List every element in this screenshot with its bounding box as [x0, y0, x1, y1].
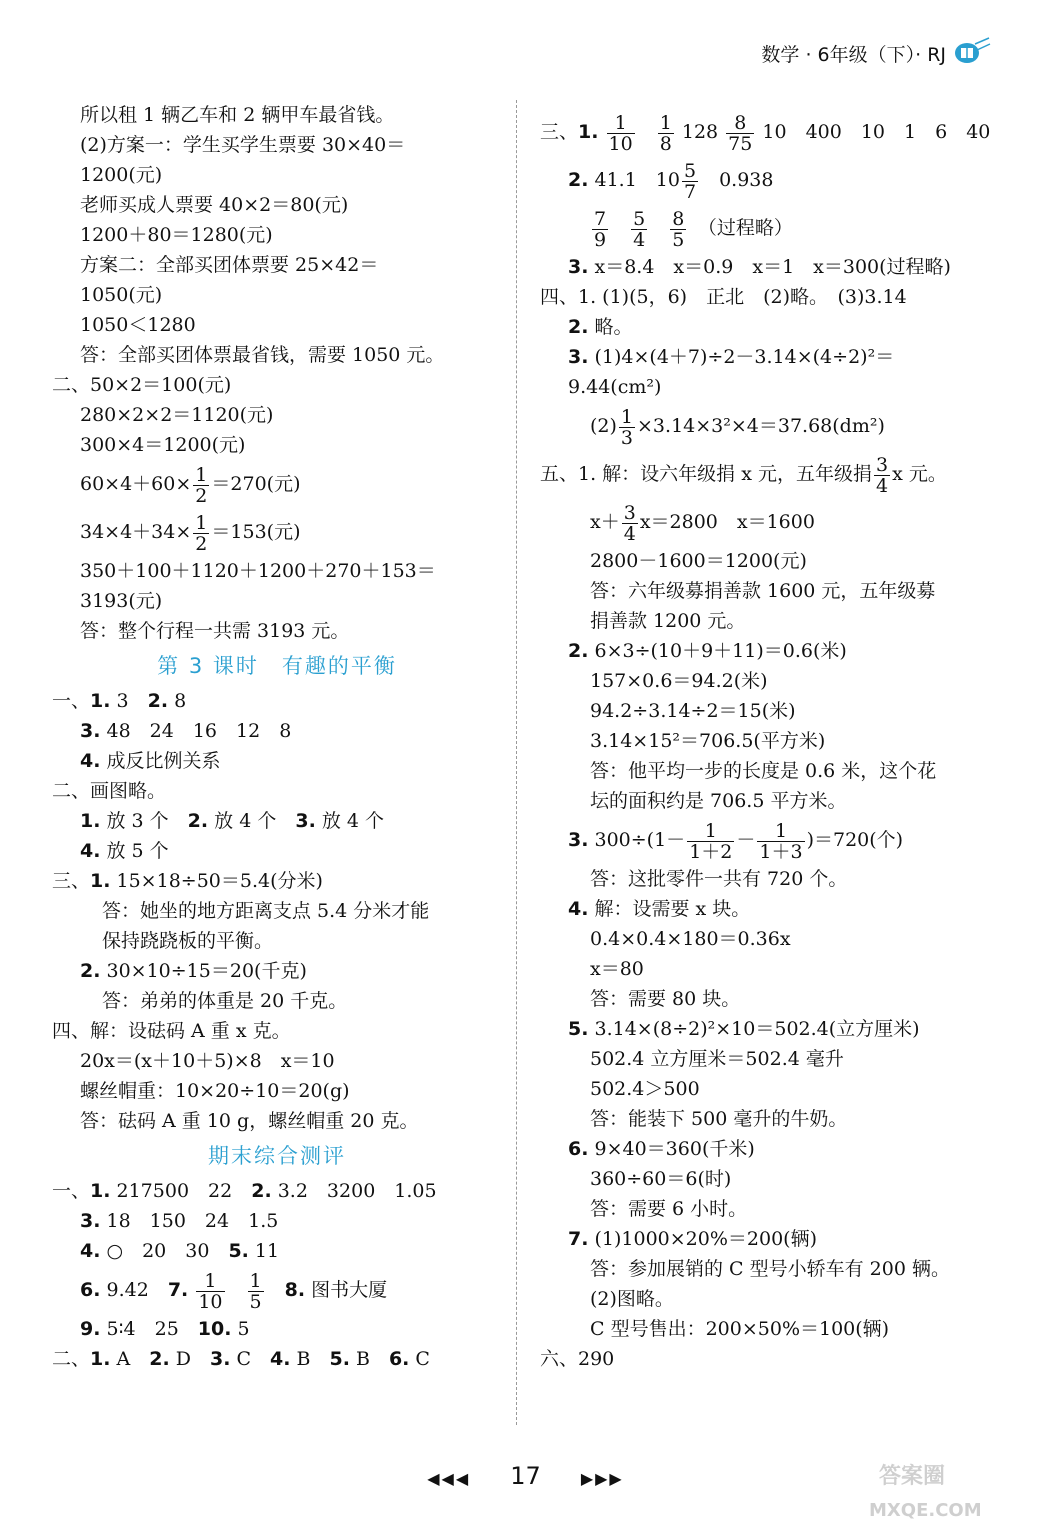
answer-line [540, 636, 1010, 666]
expr-part: ＝153(元) [211, 521, 301, 543]
column-divider [516, 100, 517, 1425]
part: 3.2 3200 1.05 [271, 1180, 437, 1202]
answer-line: 答：这批零件一共有 720 个。 [590, 868, 848, 890]
item-number: 3. [568, 829, 589, 851]
item-number: 5. [568, 1018, 589, 1040]
fraction [619, 407, 635, 448]
item-number: 2. [187, 810, 209, 832]
item-number: 3. [80, 1210, 101, 1232]
part: 217500 22 [110, 1180, 252, 1202]
item-number: 7. [568, 1228, 589, 1250]
answer-line: 答：她坐的地方距离支点 5.4 分米才能 [102, 900, 430, 922]
answer-line [52, 956, 502, 986]
answer-line: 四、解：设砝码 A 重 x 克。 [52, 1020, 291, 1042]
denominator: 10 [198, 1290, 223, 1313]
denominator: 4 [875, 474, 889, 497]
fraction [592, 209, 608, 250]
part: 放 5 个 [100, 840, 169, 862]
item-number: 1. [90, 1180, 111, 1202]
answer-line: 答：参加展销的 C 型号小轿车有 200 辆。 [590, 1258, 950, 1280]
answer-line: 所以租 1 辆乙车和 2 辆甲车最省钱。 [80, 104, 395, 126]
answer-line: 二、画图略。 [52, 780, 167, 802]
answer-line: 答：需要 80 块。 [590, 988, 741, 1010]
part: 成反比例关系 [100, 750, 221, 772]
part: 3.14×(8÷2)²×10＝502.4(立方厘米) [588, 1018, 920, 1040]
answer-line [540, 342, 1010, 372]
answer-line [52, 806, 502, 836]
answer-line-fraction [540, 204, 1010, 252]
part: C [230, 1348, 270, 1370]
answer-line [52, 1206, 502, 1236]
answer-line: 答：砝码 A 重 10 g，螺丝帽重 20 克。 [80, 1110, 419, 1132]
fraction [670, 209, 686, 250]
denominator: 1＋3 [759, 840, 803, 863]
item-number: 1. [578, 121, 599, 143]
answer-line-fraction [540, 498, 1010, 546]
fraction [193, 465, 209, 506]
item-number: 4. [568, 898, 589, 920]
answer-line: 157×0.6＝94.2(米) [590, 670, 768, 692]
answer-line: 20x＝(x＋10＋5)×8 x＝10 [80, 1050, 335, 1072]
part: 3 [110, 690, 148, 712]
item-number: 1. [90, 690, 111, 712]
answer-line: C 型号售出：200×50%＝100(辆) [590, 1318, 890, 1340]
item-number: 2. [149, 1348, 170, 1370]
numerator: 5 [683, 159, 697, 182]
part: C [409, 1348, 430, 1370]
item-number: 10. [197, 1318, 232, 1340]
item-number: 3. [568, 346, 589, 368]
answer-line: 二、50×2＝100(元) [52, 374, 232, 396]
part: D [169, 1348, 210, 1370]
part: 二、 [52, 1348, 91, 1370]
answer-line: 答：六年级募捐善款 1600 元，五年级募 [590, 580, 936, 602]
item-number: 4. [80, 1240, 101, 1262]
denominator: 4 [633, 228, 646, 251]
answer-line-fraction [52, 508, 502, 556]
part: 9.42 [100, 1279, 168, 1301]
numerator: 3 [623, 501, 636, 524]
answer-line: 答：他平均一步的长度是 0.6 米，这个花 [590, 760, 937, 782]
denominator: 5 [672, 228, 685, 251]
numerator: 1 [249, 1269, 262, 1292]
denominator: 75 [728, 132, 753, 155]
denominator: 10 [608, 132, 633, 155]
item-number: 2. [80, 960, 101, 982]
answer-line: 答：能装下 500 毫升的牛奶。 [590, 1108, 848, 1130]
answer-line: 答：整个行程一共需 3193 元。 [80, 620, 350, 642]
fraction [248, 1271, 264, 1312]
item-number: 4. [270, 1348, 291, 1370]
answer-line-fraction [540, 450, 1010, 498]
part: (1)1000×20%＝200(辆) [588, 1228, 818, 1250]
answer-line: 280×2×2＝1120(元) [80, 404, 274, 426]
answer-line: x＝80 [590, 958, 644, 980]
expr-part: 34×4＋34× [80, 521, 192, 543]
answer-line: 答：弟弟的体重是 20 千克。 [102, 990, 348, 1012]
item-number: 6. [568, 1138, 589, 1160]
denominator: 9 [594, 228, 607, 251]
part: 10 400 10 1 6 40 [756, 121, 991, 143]
answer-line: 2800－1600＝1200(元) [590, 550, 807, 572]
fraction [658, 113, 674, 154]
answer-line [540, 894, 1010, 924]
part: 9×40＝360(千米) [588, 1138, 755, 1160]
part: 放 3 个 [100, 810, 188, 832]
answer-line-fraction [52, 1266, 502, 1314]
answer-line [52, 716, 502, 746]
answer-line: 1050＜1280 [80, 314, 196, 336]
part: 48 24 16 12 8 [100, 720, 292, 742]
expr-part: 60×4＋60× [80, 473, 192, 495]
answer-line [540, 312, 1010, 342]
answer-line: 坛的面积约是 706.5 平方米。 [590, 790, 847, 812]
answer-line: 9.44(cm²) [568, 376, 662, 398]
answer-line: (2)图略。 [590, 1288, 674, 1310]
part: 三、 [540, 121, 579, 143]
item-number: 5. [329, 1348, 350, 1370]
fraction [622, 503, 638, 544]
part: 5∶4 25 [100, 1318, 198, 1340]
numerator: 8 [726, 113, 754, 134]
part: 一、 [52, 1180, 91, 1202]
fraction [196, 1271, 224, 1312]
answer-line-fraction [540, 816, 1010, 864]
item-number: 4. [80, 750, 101, 772]
fraction [874, 455, 890, 496]
answer-line: 3.14×15²＝706.5(平方米) [590, 730, 826, 752]
part: 15×18÷50＝5.4(分米) [110, 870, 323, 892]
denominator: 1＋2 [689, 840, 733, 863]
part: )＝720(个) [806, 829, 904, 851]
part: 5 [231, 1318, 250, 1340]
numerator: 1 [195, 463, 208, 486]
answer-line: 300×4＝1200(元) [80, 434, 246, 456]
answer-line [52, 746, 502, 776]
answer-line [52, 1236, 502, 1266]
answer-line: 1200(元) [80, 164, 163, 186]
item-number: 5. [228, 1240, 249, 1262]
answer-line: 3193(元) [80, 590, 163, 612]
item-number: 2. [568, 640, 589, 662]
answer-line: 答：全部买团体票最省钱，需要 1050 元。 [80, 344, 445, 366]
answer-line: (2)方案一：学生买学生票要 30×40＝ [80, 134, 406, 156]
answer-line: 94.2÷3.14÷2＝15(米) [590, 700, 796, 722]
answer-line: 502.4＞500 [590, 1078, 700, 1100]
item-number: 3. [80, 720, 101, 742]
denominator: 2 [195, 484, 208, 507]
item-number: 1. [90, 1348, 111, 1370]
part: ×3.14×3²×4＝37.68(dm²) [637, 415, 885, 437]
part: 略。 [588, 316, 633, 338]
part: － [736, 829, 756, 851]
part: 30×10÷15＝20(千克) [100, 960, 307, 982]
numerator: 3 [875, 453, 889, 476]
book-logo-icon [951, 36, 991, 68]
fraction [757, 821, 804, 862]
denominator: 7 [683, 180, 697, 203]
answer-line: 答：需要 6 小时。 [590, 1198, 748, 1220]
numerator: 1 [607, 113, 635, 134]
part: 放 4 个 [208, 810, 296, 832]
item-number: 3. [209, 1348, 231, 1370]
part: 一、 [52, 690, 91, 712]
part: 11 [248, 1240, 280, 1262]
item-number: 3. [568, 256, 589, 278]
answer-line: 方案二：全部买团体票要 25×42＝ [80, 254, 379, 276]
answer-line-fraction [540, 108, 1010, 156]
answer-line: 捐善款 1200 元。 [590, 610, 746, 632]
numerator: 1 [620, 405, 634, 428]
answer-line: 502.4 立方厘米＝502.4 毫升 [590, 1048, 844, 1070]
right-column [540, 108, 1010, 1374]
item-number: 1. [90, 870, 111, 892]
part: 300÷(1－ [588, 829, 686, 851]
prev-arrows-icon: ◀◀◀ [427, 1469, 471, 1488]
numerator: 1 [196, 1271, 224, 1292]
answer-line: 350＋100＋1120＋1200＋270＋153＝ [80, 560, 436, 582]
denominator: 8 [659, 132, 672, 155]
item-number: 9. [80, 1318, 101, 1340]
answer-line [52, 866, 502, 896]
page-number: 17 [510, 1462, 541, 1490]
answer-line: 四、1. (1)(5，6) 正北 (2)略。 (3)3.14 [540, 286, 907, 308]
answer-line-fraction [540, 402, 1010, 450]
part: 三、 [52, 870, 91, 892]
part: x＝8.4 x＝0.9 x＝1 x＝300(过程略) [588, 256, 951, 278]
numerator: 1 [195, 511, 208, 534]
part: ○ 20 30 [100, 1240, 229, 1262]
numerator: 8 [672, 207, 685, 230]
part: (2) [590, 415, 617, 437]
answer-line [540, 1014, 1010, 1044]
part: 解：设需要 x 块。 [588, 898, 751, 920]
part: 放 4 个 [315, 810, 385, 832]
part: B [349, 1348, 389, 1370]
part: A [110, 1348, 150, 1370]
left-column [52, 100, 502, 1374]
expr-part: ＝270(元) [211, 473, 301, 495]
part: （过程略） [707, 217, 793, 239]
part: 128 [675, 121, 725, 143]
numerator: 7 [594, 207, 607, 230]
part: 图书大厦 [305, 1279, 388, 1301]
watermark-title: 答案圈 [879, 1464, 946, 1489]
answer-line [540, 252, 1010, 282]
answer-line [52, 1176, 502, 1206]
denominator: 3 [620, 426, 634, 449]
item-number: 6. [388, 1348, 410, 1370]
item-number: 4. [80, 840, 101, 862]
item-number: 1. [80, 810, 101, 832]
section-title: 期末综合测评 [208, 1144, 346, 1168]
fraction [726, 113, 754, 154]
next-arrows-icon: ▶▶▶ [580, 1469, 624, 1488]
item-number: 3. [295, 810, 316, 832]
part: 6×3÷(10＋9＋11)＝0.6(米) [588, 640, 847, 662]
numerator: 1 [659, 111, 672, 134]
fraction [687, 821, 734, 862]
denominator: 4 [623, 522, 636, 545]
answer-line: 1200＋80＝1280(元) [80, 224, 273, 246]
part: 8 [168, 690, 187, 712]
watermark-url: MXQE.COM [869, 1500, 982, 1521]
watermark-logo [859, 1448, 1039, 1528]
fraction [607, 113, 635, 154]
item-number: 2. [568, 169, 589, 191]
answer-line-fraction [52, 460, 502, 508]
section-title: 第 3 课时 有趣的平衡 [157, 654, 397, 678]
fraction [193, 513, 209, 554]
part: (1)4×(4＋7)÷2－3.14×(4÷2)²＝ [588, 346, 895, 368]
item-number: 2. [568, 316, 589, 338]
numerator: 1 [687, 821, 734, 842]
page-header-subject: 数学 · 6年级（下）· RJ [761, 44, 946, 66]
answer-line: 1050(元) [80, 284, 163, 306]
item-number: 8. [284, 1279, 306, 1301]
part: 0.938 [700, 169, 774, 191]
numerator: 1 [757, 821, 804, 842]
part: x＝2800 x＝1600 [639, 511, 815, 533]
denominator: 5 [249, 1290, 262, 1313]
fraction [682, 161, 698, 202]
answer-line [52, 836, 502, 866]
answer-line: 六、290 [540, 1348, 615, 1370]
item-number: 2. [147, 690, 169, 712]
answer-line: 螺丝帽重：10×20÷10＝20(g) [80, 1080, 350, 1102]
answer-line: 保持跷跷板的平衡。 [102, 930, 274, 952]
item-number: 7. [167, 1279, 189, 1301]
answer-line-fraction [540, 156, 1010, 204]
part: x 元。 [892, 463, 947, 485]
item-number: 6. [80, 1279, 101, 1301]
answer-line: 老师买成人票要 40×2＝80(元) [80, 194, 349, 216]
answer-line [52, 686, 502, 716]
fraction [631, 209, 647, 250]
item-number: 2. [251, 1180, 272, 1202]
answer-line [540, 1224, 1010, 1254]
part: 18 150 24 1.5 [100, 1210, 279, 1232]
part: 41.1 10 [588, 169, 680, 191]
answer-line [52, 1344, 502, 1374]
part: x＋ [590, 511, 620, 533]
answer-line [52, 1314, 502, 1344]
part: B [290, 1348, 330, 1370]
answer-line: 360÷60＝6(时) [590, 1168, 732, 1190]
part: 五、1. 解：设六年级捐 x 元，五年级捐 [540, 463, 872, 485]
answer-line [540, 1134, 1010, 1164]
answer-line: 0.4×0.4×180＝0.36x [590, 928, 791, 950]
numerator: 5 [633, 207, 646, 230]
denominator: 2 [195, 532, 208, 555]
